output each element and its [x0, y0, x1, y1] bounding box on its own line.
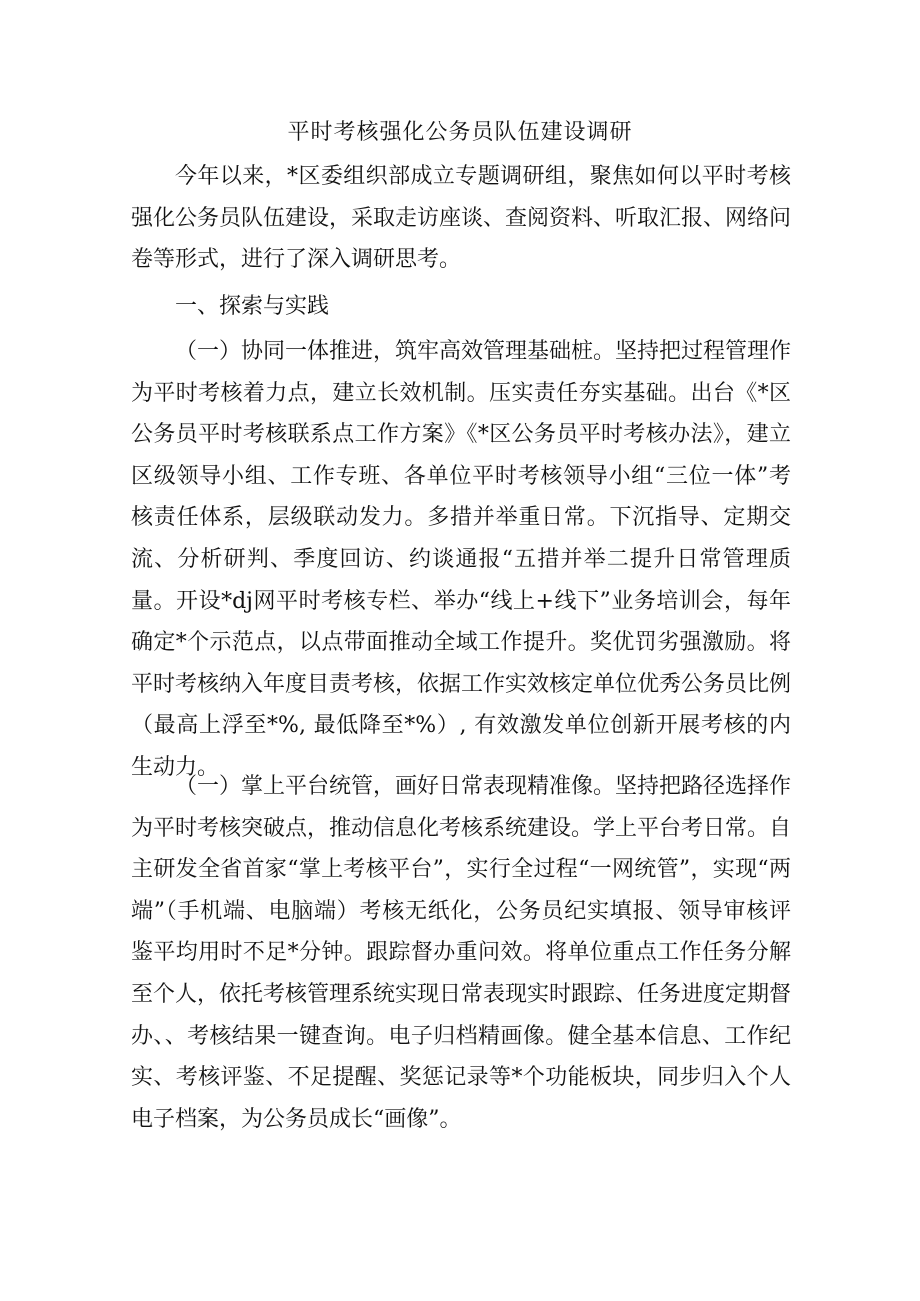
- intro-paragraph: 今年以来，*区委组织部成立专题调研组，聚焦如何以平时考核强化公务员队伍建设，采取走访座谈、查阅资料、听取汇报、网络问卷等形式，进行了深入调研思考。: [131, 164, 792, 273]
- document-title: 平时考核强化公务员队伍建设调研: [287, 120, 633, 145]
- item1-paragraph: （一）协同一体推进，筑牢高效管理基础桩。坚持把过程管理作为平时考核着力点，建立长效机制。压实责任夯实基础。出台《*区公务员平时考核联系点工作方案》《*区公务员平时考核办法》，建立区级领导小组、工作专班、各单位平时考核领导小组“三位一体”考核责任体系，层级联动发力。多措并举重日常。下沉指导、定期交流、分析研判、季度回访、约谈通报“五措并举二提升日常管理质量。开设*dj网平时考核专栏、举办“线上+线下”业务培训会，每年确定*个示范点，以点带面推动全域工作提升。奖优罚劣强激励。将平时考核纳入年度目责考核，依据工作实效核定单位优秀公务员比例（最高上浮至*%, 最低降至*%）, 有效激发单位创新开展考核的内生动力。: [131, 339, 792, 780]
- section-heading: 一、探索与实践: [175, 294, 330, 319]
- item2-paragraph: （一）掌上平台统管，画好日常表现精准像。坚持把路径选择作为平时考核突破点，推动信息化考核系统建设。学上平台考日常。自主研发全省首家“掌上考核平台”，实行全过程“一网统管”，实现“两端”（手机端、电脑端）考核无纸化，公务员纪实填报、领导审核评鉴平均用时不足*分钟。跟踪督办重问效。将单位重点工作任务分解至个人，依托考核管理系统实现日常表现实时跟踪、任务进度定期督办、、考核结果一键查询。电子归档精画像。健全基本信息、工作纪实、考核评鉴、不足提醒、奖惩记录等*个功能板块，同步归入个人电子档案，为公务员成长“画像”。: [131, 774, 792, 1132]
